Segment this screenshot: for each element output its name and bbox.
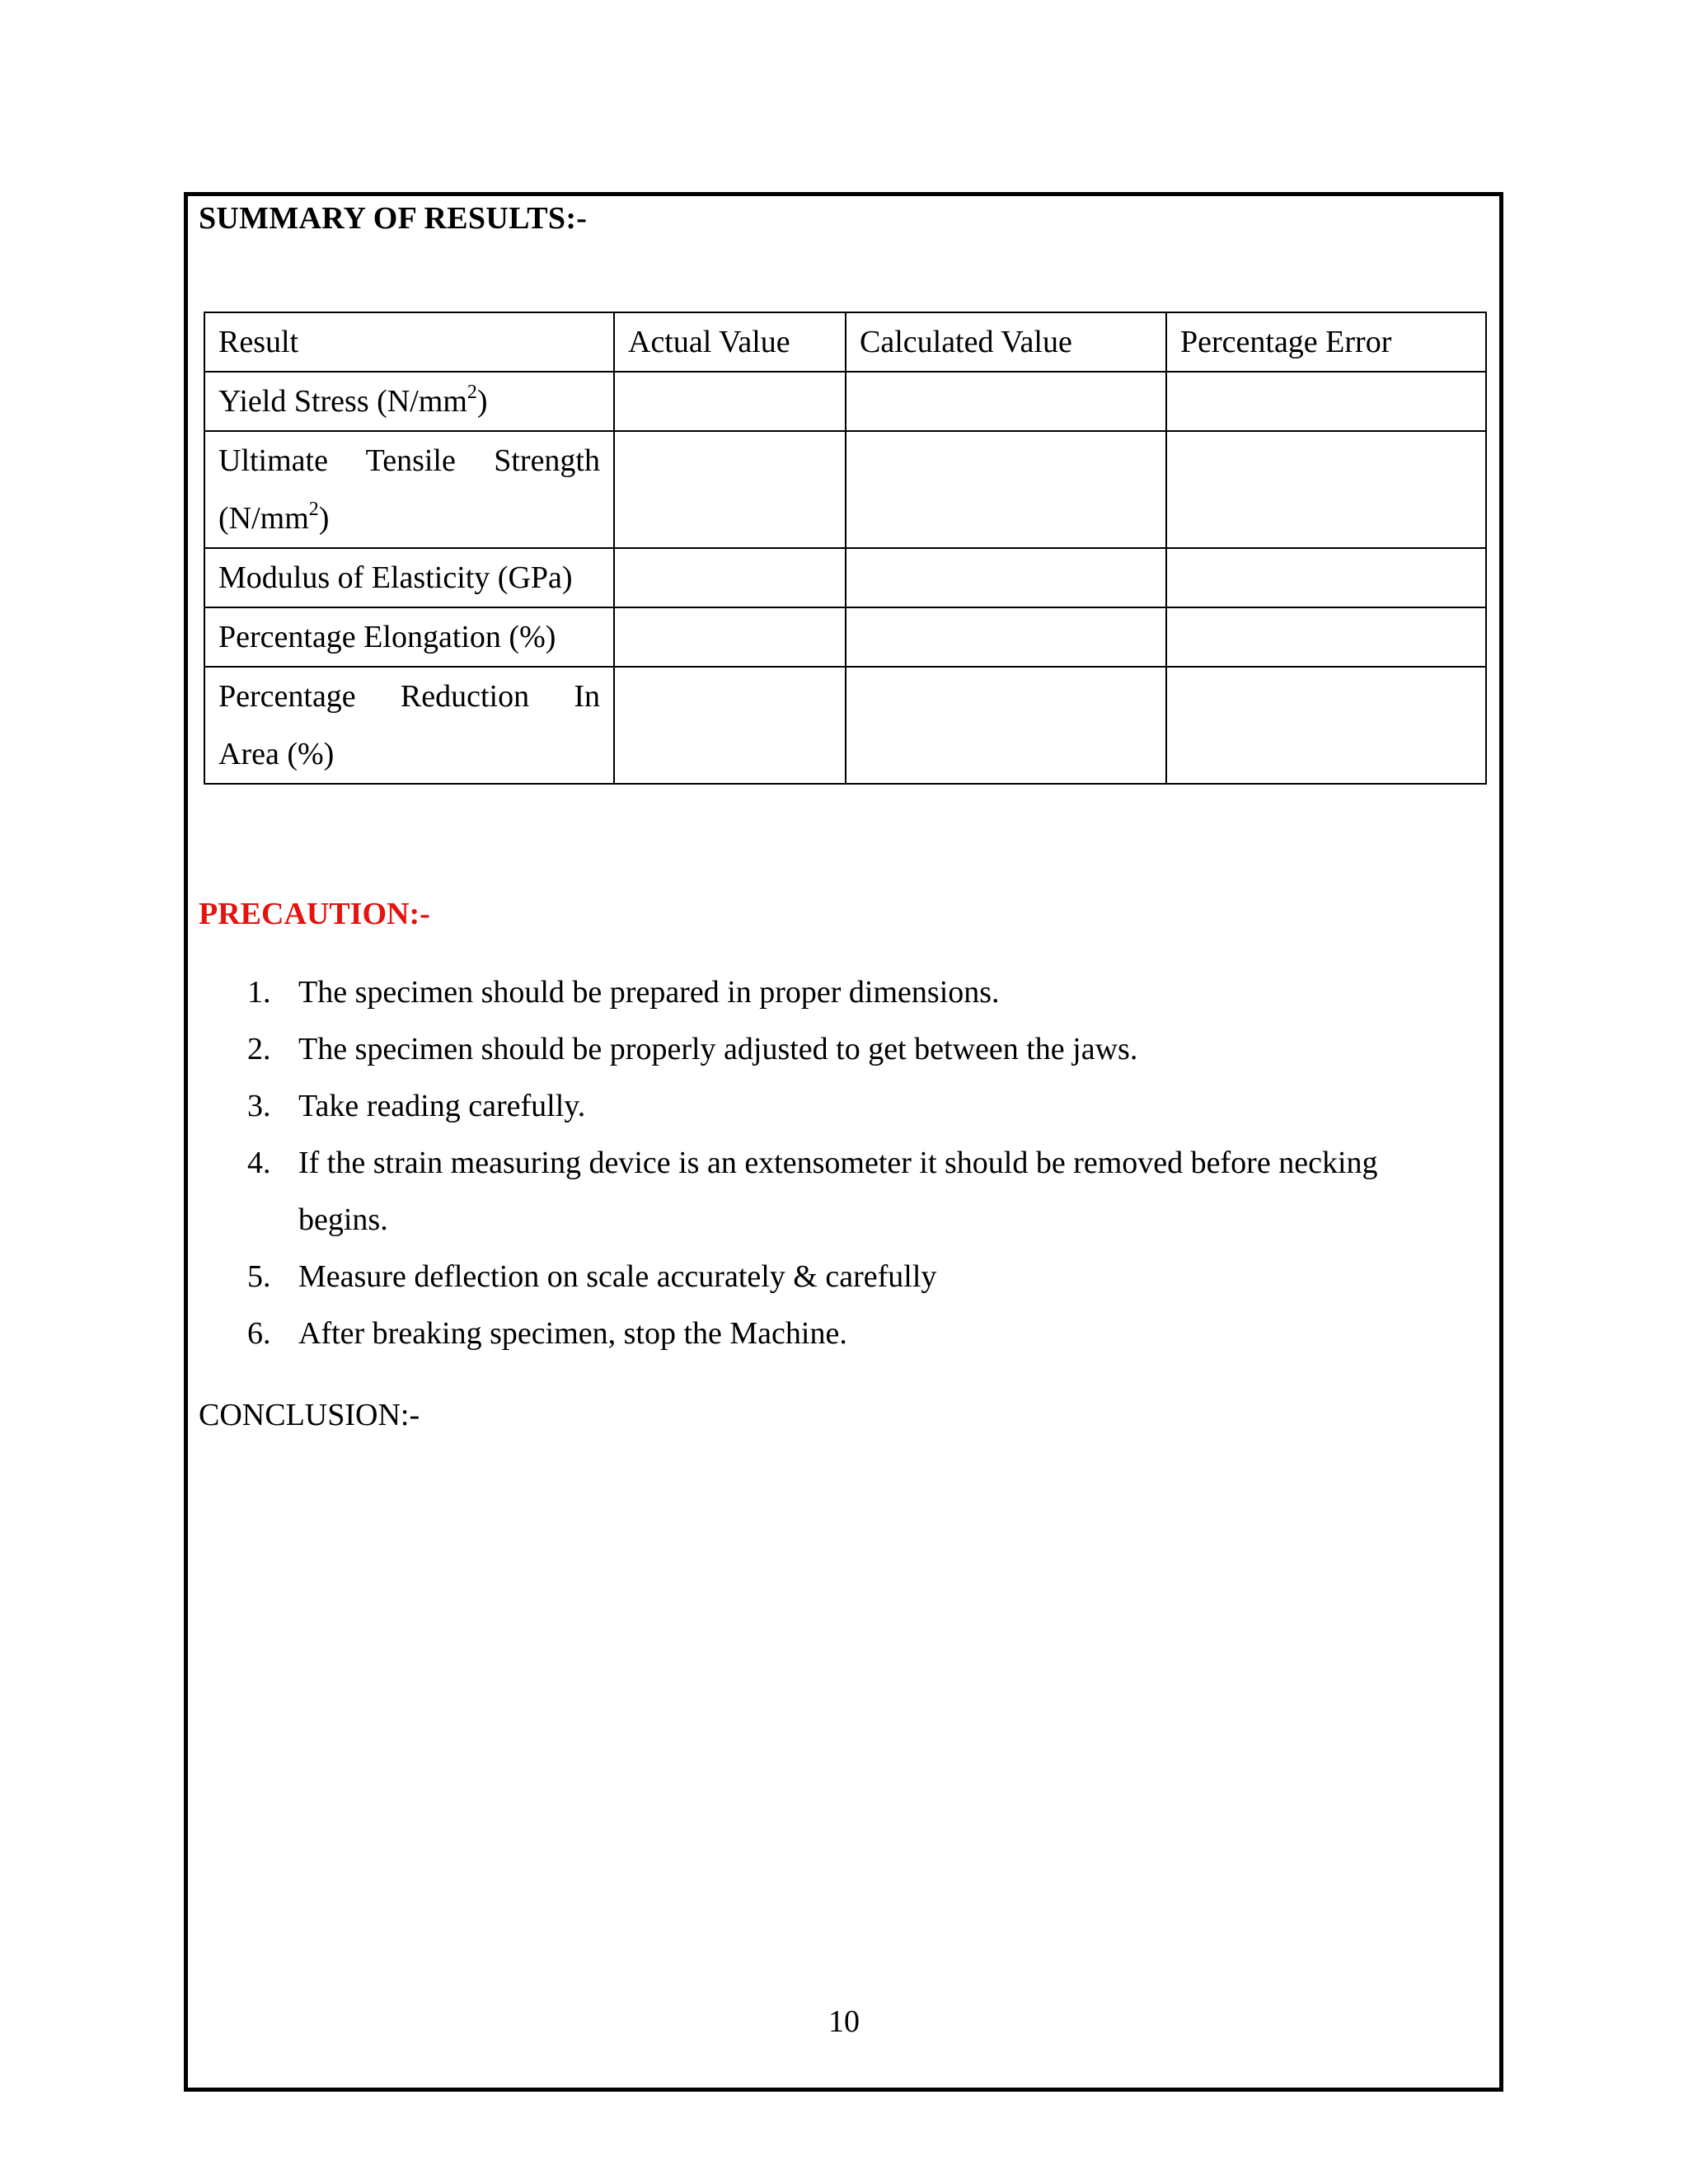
cell-calculated-value — [846, 548, 1166, 607]
list-item — [0, 964, 1452, 1021]
list-item — [0, 1021, 1452, 1078]
cell-percentage-error — [1166, 431, 1486, 548]
list-item-number: 2. — [247, 1032, 271, 1066]
cell-actual-value — [614, 431, 846, 548]
cell-actual-value — [614, 607, 846, 667]
table-row — [204, 667, 1486, 784]
list-item — [0, 1135, 1452, 1249]
cell-actual-value — [614, 372, 846, 431]
list-item-text: Measure deflection on scale accurately & carefully — [298, 1259, 937, 1294]
conclusion-heading: CONCLUSION:- — [199, 1398, 420, 1432]
table-row — [204, 372, 1486, 431]
table-row — [204, 431, 1486, 548]
list-item-number: 3. — [247, 1089, 271, 1123]
cell-calculated-value — [846, 372, 1166, 431]
summary-heading: SUMMARY OF RESULTS:- — [199, 201, 588, 236]
cell-calculated-value — [846, 607, 1166, 667]
header-cell-actual-value: Actual Value — [614, 312, 846, 372]
list-item-text: After breaking specimen, stop the Machine. — [298, 1316, 847, 1351]
row-label-ultimate-tensile-strength: Ultimate Tensile Strength $(N/mm^2)$ — [204, 431, 614, 548]
row-label-yield-stress: Yield Stress $(N/mm^2)$ — [204, 372, 614, 431]
cell-percentage-error — [1166, 667, 1486, 784]
cell-percentage-error — [1166, 372, 1486, 431]
row-label-percentage-elongation: Percentage Elongation (%) — [204, 607, 614, 667]
list-item — [0, 1305, 1452, 1362]
list-item — [0, 1249, 1452, 1305]
list-item-text: Take reading carefully. — [298, 1089, 586, 1123]
row-label-percentage-reduction-in-area: Percentage Reduction In Area (%) — [204, 667, 614, 784]
table-row — [204, 548, 1486, 607]
page-number: 10 — [828, 2004, 860, 2039]
list-item-number: 1. — [247, 975, 271, 1010]
row-label-modulus-of-elasticity: Modulus of Elasticity (GPa) — [204, 548, 614, 607]
precaution-heading: PRECAUTION:- — [199, 897, 430, 931]
header-cell-calculated-value: Calculated Value — [846, 312, 1166, 372]
table-header-row — [204, 312, 1486, 372]
table-row — [204, 607, 1486, 667]
cell-percentage-error — [1166, 548, 1486, 607]
precaution-list — [0, 964, 1452, 1362]
results-table — [204, 312, 1487, 785]
cell-actual-value — [614, 667, 846, 784]
list-item-number: 5. — [247, 1259, 271, 1294]
cell-percentage-error — [1166, 607, 1486, 667]
header-cell-result: Result — [204, 312, 614, 372]
cell-calculated-value — [846, 667, 1166, 784]
cell-actual-value — [614, 548, 846, 607]
header-cell-percentage-error: Percentage Error — [1166, 312, 1486, 372]
list-item-text: The specimen should be prepared in proper dimensions. — [298, 975, 1000, 1010]
list-item-text: The specimen should be properly adjusted to get between the jaws. — [298, 1032, 1138, 1066]
list-item-text: If the strain measuring device is an extensometer it should be removed before necking begins. — [298, 1146, 1378, 1237]
list-item-number: 6. — [247, 1316, 271, 1351]
cell-calculated-value — [846, 431, 1166, 548]
list-item-number: 4. — [247, 1146, 271, 1180]
list-item — [0, 1078, 1452, 1135]
